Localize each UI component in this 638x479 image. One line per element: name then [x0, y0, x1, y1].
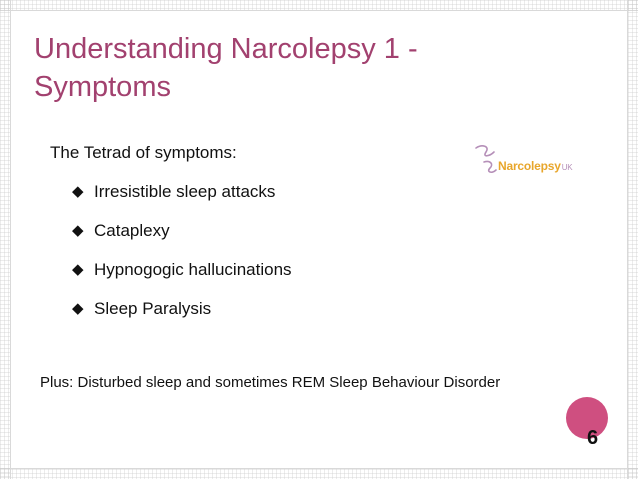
logo-suffix: UK: [561, 163, 573, 172]
list-item: [72, 218, 292, 257]
diamond-bullet-icon: ◆: [72, 183, 84, 200]
list-item: [72, 179, 292, 218]
narcolepsy-uk-logo: [468, 140, 588, 184]
symptom-list: [72, 179, 292, 335]
slide-border-right: [627, 0, 638, 479]
plus-note: Plus: Disturbed sleep and sometimes REM Sleep Behaviour Disorder: [40, 374, 501, 391]
list-item-text: Irresistible sleep attacks: [94, 182, 276, 201]
slide-border-top: [0, 0, 638, 11]
diamond-bullet-icon: ◆: [72, 261, 84, 278]
slide-border-bottom: [0, 468, 638, 479]
list-item-text: Sleep Paralysis: [94, 299, 212, 318]
logo-name: Narcolepsy: [498, 159, 561, 173]
page-number: 6: [587, 427, 599, 449]
list-item-text: Hypnogogic hallucinations: [94, 260, 292, 279]
slide-title: Understanding Narcolepsy 1 - Symptoms: [34, 33, 418, 103]
logo-wordmark: [498, 159, 572, 173]
slide-border-left: [0, 0, 11, 479]
intro-text: The Tetrad of symptoms:: [50, 143, 237, 162]
list-item: [72, 257, 292, 296]
list-item-text: Cataplexy: [94, 221, 170, 240]
diamond-bullet-icon: ◆: [72, 300, 84, 317]
list-item: [72, 296, 292, 335]
diamond-bullet-icon: ◆: [72, 222, 84, 239]
